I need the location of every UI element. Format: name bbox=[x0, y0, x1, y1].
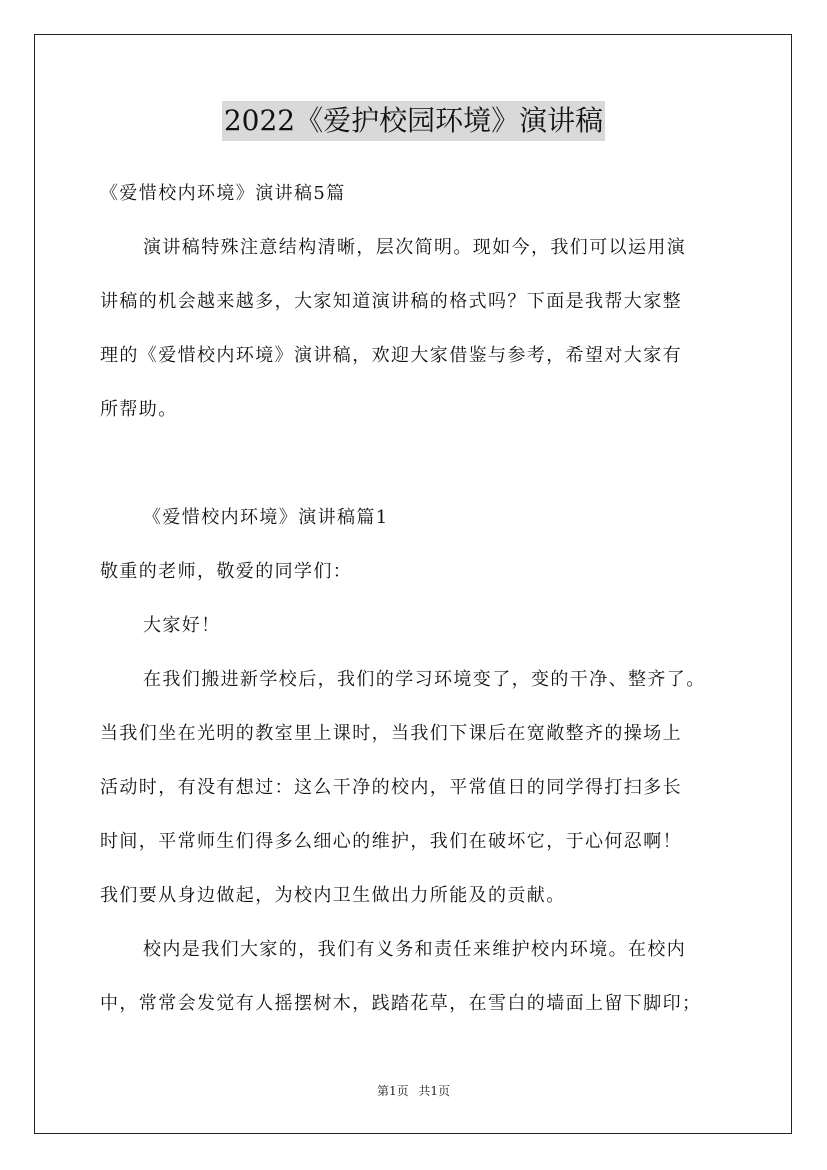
paragraph-line: 我们要从身边做起，为校内卫生做出力所能及的贡献。 bbox=[100, 885, 566, 906]
document-subtitle: 《爱惜校内环境》演讲稿5篇 bbox=[100, 183, 346, 204]
page-footer bbox=[0, 1083, 827, 1099]
paragraph-line: 中，常常会发觉有人摇摆树木，践踏花草，在雪白的墙面上留下脚印； bbox=[100, 993, 702, 1014]
intro-line: 所帮助。 bbox=[100, 399, 178, 420]
intro-line: 理的《爱惜校内环境》演讲稿，欢迎大家借鉴与参考，希望对大家有 bbox=[100, 345, 682, 366]
page-total: 共1页 bbox=[418, 1084, 451, 1098]
salutation: 敬重的老师，敬爱的同学们： bbox=[100, 561, 353, 582]
paragraph-line: 时间，平常师生们得多么细心的维护，我们在破坏它，于心何忍啊！ bbox=[100, 831, 682, 852]
intro-line: 讲稿的机会越来越多，大家知道演讲稿的格式吗？下面是我帮大家整 bbox=[100, 291, 682, 312]
document-title: 2022《爱护校园环境》演讲稿 bbox=[222, 101, 605, 141]
greeting: 大家好！ bbox=[143, 615, 221, 636]
paragraph-line: 活动时，有没有想过：这么干净的校内，平常值日的同学得打扫多长 bbox=[100, 777, 682, 798]
intro-line: 演讲稿特殊注意结构清晰，层次简明。现如今，我们可以运用演 bbox=[143, 237, 687, 258]
title-container bbox=[0, 101, 827, 141]
paragraph-line: 校内是我们大家的，我们有义务和责任来维护校内环境。在校内 bbox=[143, 939, 687, 960]
paragraph-line: 在我们搬进新学校后，我们的学习环境变了，变的干净、整齐了。 bbox=[143, 669, 706, 690]
section-heading: 《爱惜校内环境》演讲稿篇1 bbox=[143, 507, 389, 528]
page-number: 第1页 bbox=[376, 1084, 409, 1098]
paragraph-line: 当我们坐在光明的教室里上课时，当我们下课后在宽敞整齐的操场上 bbox=[100, 723, 682, 744]
